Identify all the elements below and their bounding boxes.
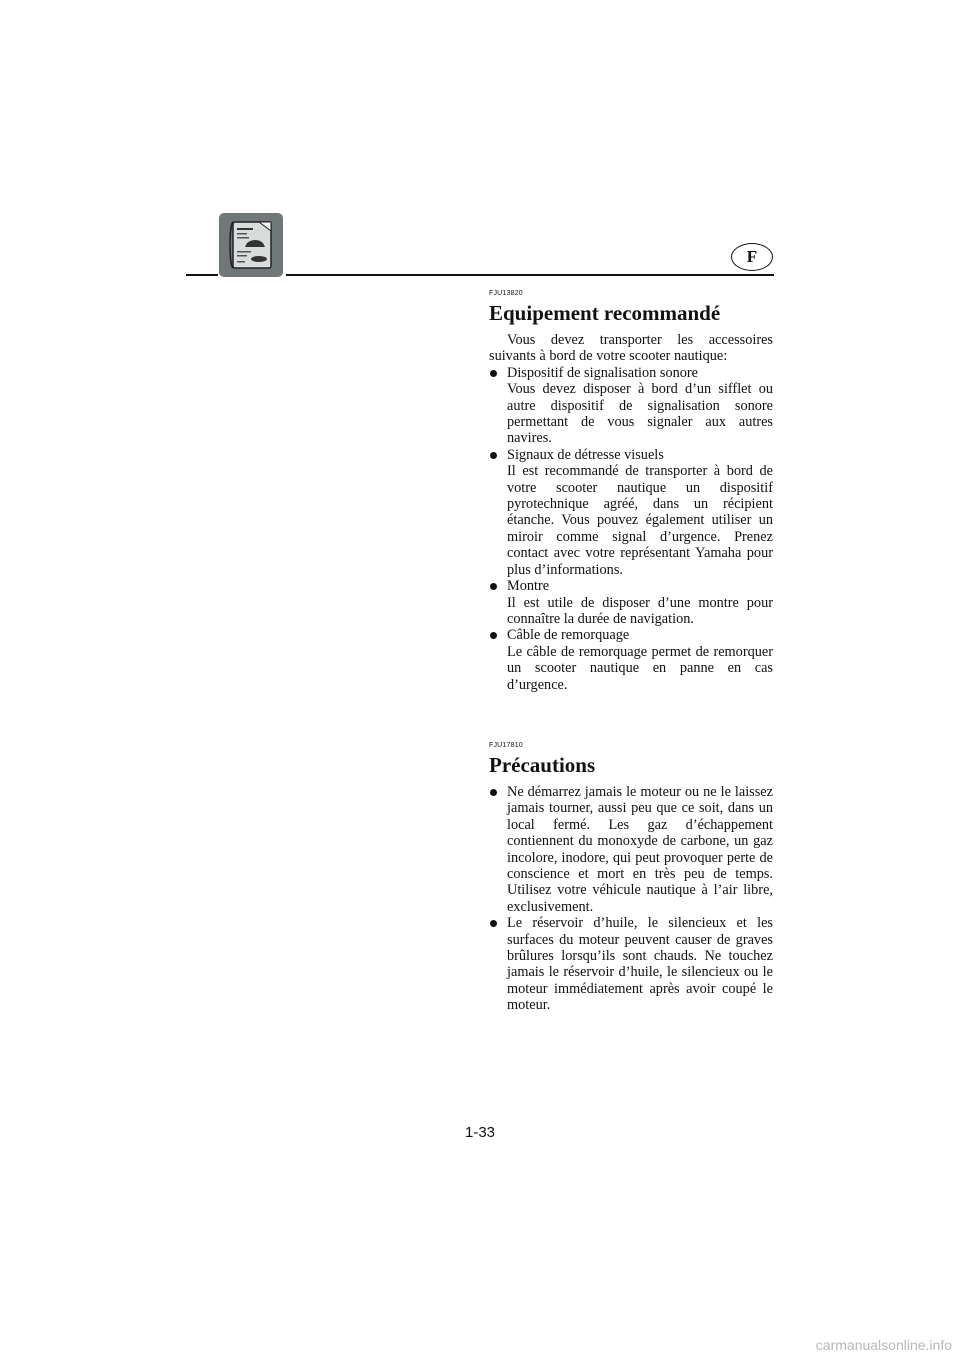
header-rule-left xyxy=(186,274,218,276)
item-title: Montre xyxy=(507,578,550,595)
bullet-icon xyxy=(490,583,497,590)
owners-manual-icon xyxy=(219,213,283,277)
item-text: Il est recommandé de transporter à bord de votre scooter nautique un dispositif pyrotechnique agréé, dans un récipient étanche. Vous pouvez également utiliser un miroir comme signal d’urgence. Prenez contact avec votre représentant Yamaha pour plus d’informations. xyxy=(507,463,773,578)
list-item xyxy=(489,365,773,447)
list-item xyxy=(489,578,773,627)
list-item xyxy=(489,915,773,1013)
language-badge: F xyxy=(731,243,773,271)
item-title: Dispositif de signalisation sonore xyxy=(507,364,699,381)
header-rule-right xyxy=(286,274,774,276)
item-title: Signaux de détresse visuels xyxy=(507,446,664,463)
section-title: Equipement recommandé xyxy=(489,301,721,325)
page-content xyxy=(489,289,773,1014)
section-code: FJU17810 xyxy=(489,741,523,749)
equipment-list xyxy=(489,365,773,693)
page-number: 1-33 xyxy=(464,1124,496,1141)
precautions-list xyxy=(489,784,773,1014)
bullet-icon xyxy=(490,789,497,796)
item-text: Il est utile de disposer d’une montre pour connaître la durée de navigation. xyxy=(507,594,773,627)
watermark: carmanualsonline.info xyxy=(815,1337,952,1353)
bullet-icon xyxy=(490,452,497,459)
item-title: Câble de remorquage xyxy=(507,627,630,644)
item-text: Ne démarrez jamais le moteur ou ne le laissez jamais tourner, aussi peu que ce soit, dans un local fermé. Les gaz d’échappement contiennent du monoxyde de carbone, un gaz incolore, inodore, qui peut provoquer perte de conscience et mort en très peu de temps. Utilisez votre véhicule nautique à l’air libre, exclusivement. xyxy=(507,783,773,915)
item-text: Le câble de remorquage permet de remorquer un scooter nautique en panne en cas d’urgence. xyxy=(507,643,773,693)
item-text: Le réservoir d’huile, le silencieux et les surfaces du moteur peuvent causer de graves brûlures lorsqu’ils sont chauds. Ne touchez jamais le réservoir d’huile, le silencieux ou le moteur immédiatement après avoir coupé le moteur. xyxy=(507,915,773,1014)
section-title: Précautions xyxy=(489,752,596,777)
list-item xyxy=(489,627,773,693)
list-item xyxy=(489,447,773,578)
item-text: Vous devez disposer à bord d’un sifflet ou autre dispositif de signalisation sonore permettant de vous signaler aux autres navires. xyxy=(507,381,773,447)
intro-paragraph: Vous devez transporter les accessoires suivants à bord de votre scooter nautique: xyxy=(489,332,773,365)
bullet-icon xyxy=(490,632,497,639)
bullet-icon xyxy=(490,920,497,927)
section-code: FJU13820 xyxy=(489,290,523,297)
list-item xyxy=(489,784,773,915)
bullet-icon xyxy=(490,370,497,377)
